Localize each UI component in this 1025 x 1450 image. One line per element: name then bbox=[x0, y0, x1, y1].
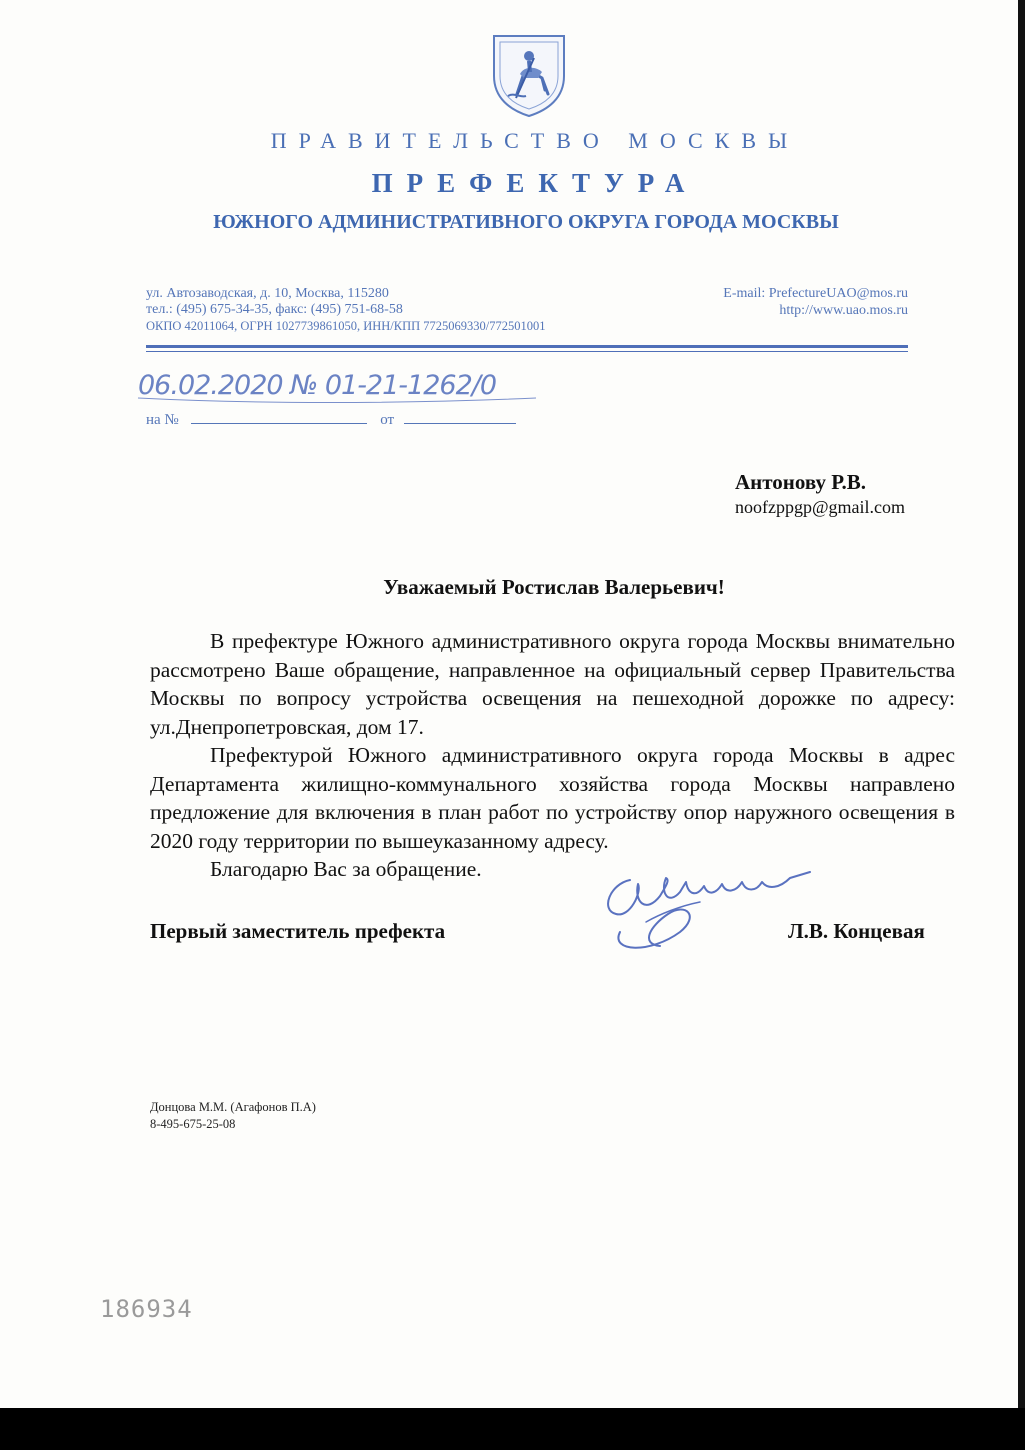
signer-name: Л.В. Концевая bbox=[788, 919, 925, 943]
ref-date-label: от bbox=[380, 412, 395, 428]
scan-edge-right bbox=[1018, 0, 1025, 1408]
header-divider-thin bbox=[146, 351, 908, 352]
document-number: 186934 bbox=[100, 1295, 193, 1323]
header-divider bbox=[146, 345, 908, 348]
address-block bbox=[146, 286, 545, 334]
ref-number-blank bbox=[191, 409, 367, 424]
paragraph: В префектуре Южного административного округа города Москвы внимательно рассмотрено Ваше обращение, направленное на официальный сервер Правительства Москвы по вопросу устройства освещения на пешеходной дорожке по адресу: ул.Днепропетровская, дом 17. bbox=[150, 629, 955, 739]
salutation: Уважаемый Ростислав Валерьевич! bbox=[383, 575, 725, 599]
recipient-email: noofzppgp@gmail.com bbox=[735, 497, 906, 517]
contact-block bbox=[723, 285, 908, 319]
paragraph: Префектурой Южного административного округа города Москвы в адрес Департамента жилищно-коммунального хозяйства города Москвы направлено предложение для включения в план работ по устройству опор наружного освещения в 2020 году территории по вышеуказанному адресу. bbox=[150, 743, 955, 853]
signer-role: Первый заместитель префекта bbox=[150, 919, 446, 943]
prefecture-title: ПРЕФЕКТУРА bbox=[371, 168, 699, 198]
reference-line bbox=[146, 409, 516, 429]
handwritten-date-number: 06.02.2020 № 01-21-1262/0 bbox=[138, 370, 497, 401]
executor-phone: 8-495-675-25-08 bbox=[150, 1117, 236, 1131]
ref-date-blank bbox=[404, 409, 516, 424]
executor-names: Донцова М.М. (Агафонов П.А) bbox=[150, 1100, 316, 1114]
scan-edge-bottom bbox=[0, 1408, 1025, 1450]
district-title: ЮЖНОГО АДМИНИСТРАТИВНОГО ОКРУГА ГОРОДА МОСКВЫ bbox=[213, 211, 839, 233]
executor-block bbox=[150, 1099, 316, 1133]
handwritten-signature-icon bbox=[590, 862, 826, 962]
paragraph: Благодарю Вас за обращение. bbox=[210, 857, 482, 881]
recipient-name: Антонову Р.В. bbox=[735, 470, 866, 494]
website-line: http://www.uao.mos.ru bbox=[779, 303, 908, 318]
phones-line: тел.: (495) 675-34-35, факс: (495) 751-68-58 bbox=[146, 302, 403, 317]
ref-number-label: на № bbox=[146, 412, 179, 428]
letter-body bbox=[150, 627, 955, 884]
email-line: E-mail: PrefectureUAO@mos.ru bbox=[723, 286, 908, 301]
moscow-coat-of-arms-icon bbox=[490, 32, 568, 118]
registry-line: ОКПО 42011064, ОГРН 1027739861050, ИНН/КПП 7725069330/772501001 bbox=[146, 319, 546, 333]
government-title: ПРАВИТЕЛЬСТВО МОСКВЫ bbox=[270, 128, 800, 153]
handwritten-registration bbox=[136, 360, 556, 410]
address-line: ул. Автозаводская, д. 10, Москва, 115280 bbox=[146, 286, 389, 301]
